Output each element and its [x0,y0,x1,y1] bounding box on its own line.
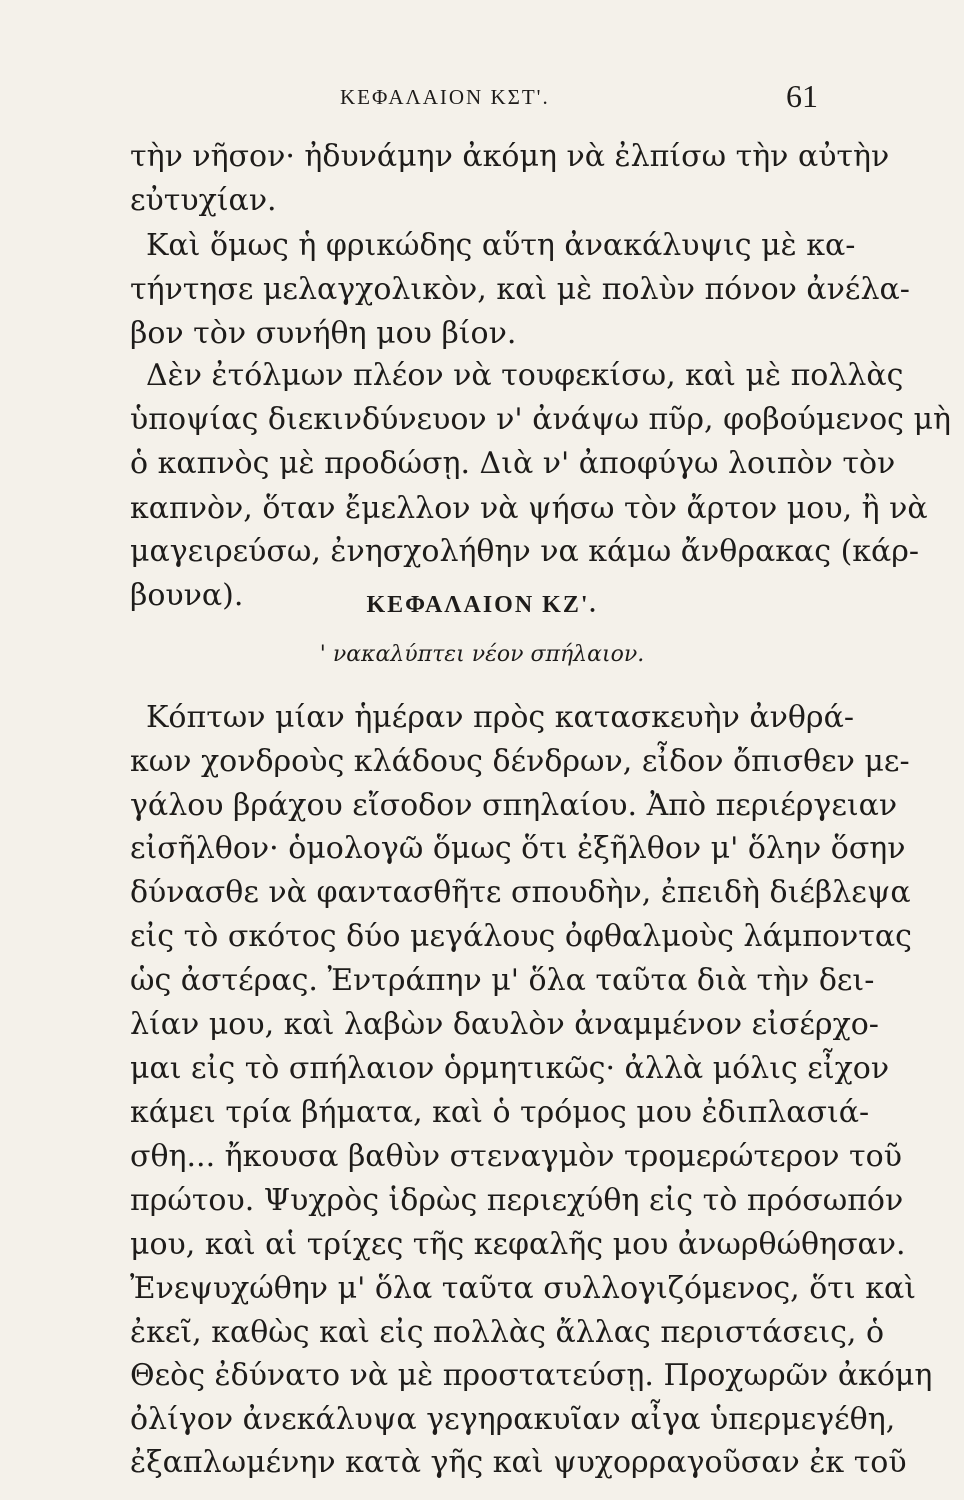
text-line: μαγειρεύσω, ἐνησχολήθην να κάμω ἄνθρακας (κάρ- [130,534,920,569]
text-line: γάλου βράχου εἴσοδον σπηλαίου. Ἀπὸ περιέργειαν [130,788,898,823]
text-line: κων χονδροὺς κλάδους δένδρων, εἶδον ὄπισθεν με- [130,744,910,779]
chapter-title: ΚΕΦΑΛΑΙΟΝ ΚΖ'. [366,592,598,618]
text-line: μαι εἰς τὸ σπήλαιον ὁρμητικῶς· ἀλλὰ μόλις εἶχον [130,1051,890,1086]
text-line: ὁ καπνὸς μὲ προδώσῃ. Διὰ ν' ἀποφύγω λοιπὸν τὸν [130,446,896,481]
chapter-summary: ' νακαλύπτει νέον σπήλαιον. [319,642,645,667]
text-line: δύνασθε νὰ φαντασθῆτε σπουδὴν, ἐπειδὴ διέβλεψα [130,875,911,910]
text-line: Ἐνεψυχώθην μ' ὅλα ταῦτα συλλογιζόμενος, ὅτι καὶ [130,1271,916,1306]
text-line: ἐκεῖ, καθὼς καὶ εἰς πολλὰς ἄλλας περιστάσεις, ὁ [130,1315,885,1350]
running-head: ΚΕΦΑΛΑΙΟΝ ΚΣΤ'. [340,85,550,109]
text-line: κάμει τρία βήματα, καὶ ὁ τρόμος μου ἐδιπλασιά- [130,1095,870,1130]
text-line: Καὶ ὅμως ἡ φρικώδης αὕτη ἀνακάλυψις μὲ κα- [146,228,856,263]
text-line: εὐτυχίαν. [130,183,277,218]
page-number: 61 [786,78,818,114]
text-line: Θεὸς ἐδύνατο νὰ μὲ προστατεύσῃ. Προχωρῶν ἀκόμη [130,1358,933,1393]
text-line: εἰσῆλθον· ὁμολογῶ ὅμως ὅτι ἐξῆλθον μ' ὅλην ὅσην [130,831,906,866]
text-line: Δὲν ἐτόλμων πλέον νὰ τουφεκίσω, καὶ μὲ πολλὰς [146,358,904,393]
text-line: σθη... ἤκουσα βαθὺν στεναγμὸν τρομερώτερον τοῦ [130,1139,902,1174]
text-line: μου, καὶ αἱ τρίχες τῆς κεφαλῆς μου ἀνωρθώθησαν. [130,1227,906,1262]
text-line: ὀλίγον ἀνεκάλυψα γεγηρακυῖαν αἶγα ὑπερμεγέθη, [130,1402,896,1437]
text-line: ὡς ἀστέρας. Ἐντράπην μ' ὅλα ταῦτα διὰ τὴν δει- [130,963,875,998]
text-line: καπνὸν, ὅταν ἔμελλον νὰ ψήσω τὸν ἄρτον μου, ἢ νὰ [130,491,928,526]
text-line: λίαν μου, καὶ λαβὼν δαυλὸν ἀναμμένον εἰσέρχο- [130,1007,879,1042]
text-line: τήντησε μελαγχολικὸν, καὶ μὲ πολὺν πόνον ἀνέλα- [130,272,910,307]
text-line: πρώτου. Ψυχρὸς ἱδρὼς περιεχύθη εἰς τὸ πρόσωπόν [130,1183,904,1218]
text-line: τὴν νῆσον· ἠδυνάμην ἀκόμη νὰ ἐλπίσω τὴν αὐτὴν [130,139,890,174]
text-line: Κόπτων μίαν ἡμέραν πρὸς κατασκευὴν ἀνθρά- [146,700,854,735]
text-line: ὑποψίας διεκινδύνευον ν' ἀνάψω πῦρ, φοβούμενος μὴ [130,402,951,437]
text-line: ἐξαπλωμένην κατὰ γῆς καὶ ψυχορραγοῦσαν ἐκ τοῦ [130,1445,907,1480]
text-line: βουνα). [130,578,244,613]
text-line: βον τὸν συνήθη μου βίον. [130,316,517,351]
text-line: εἰς τὸ σκότος δύο μεγάλους ὀφθαλμοὺς λάμποντας [130,919,912,954]
